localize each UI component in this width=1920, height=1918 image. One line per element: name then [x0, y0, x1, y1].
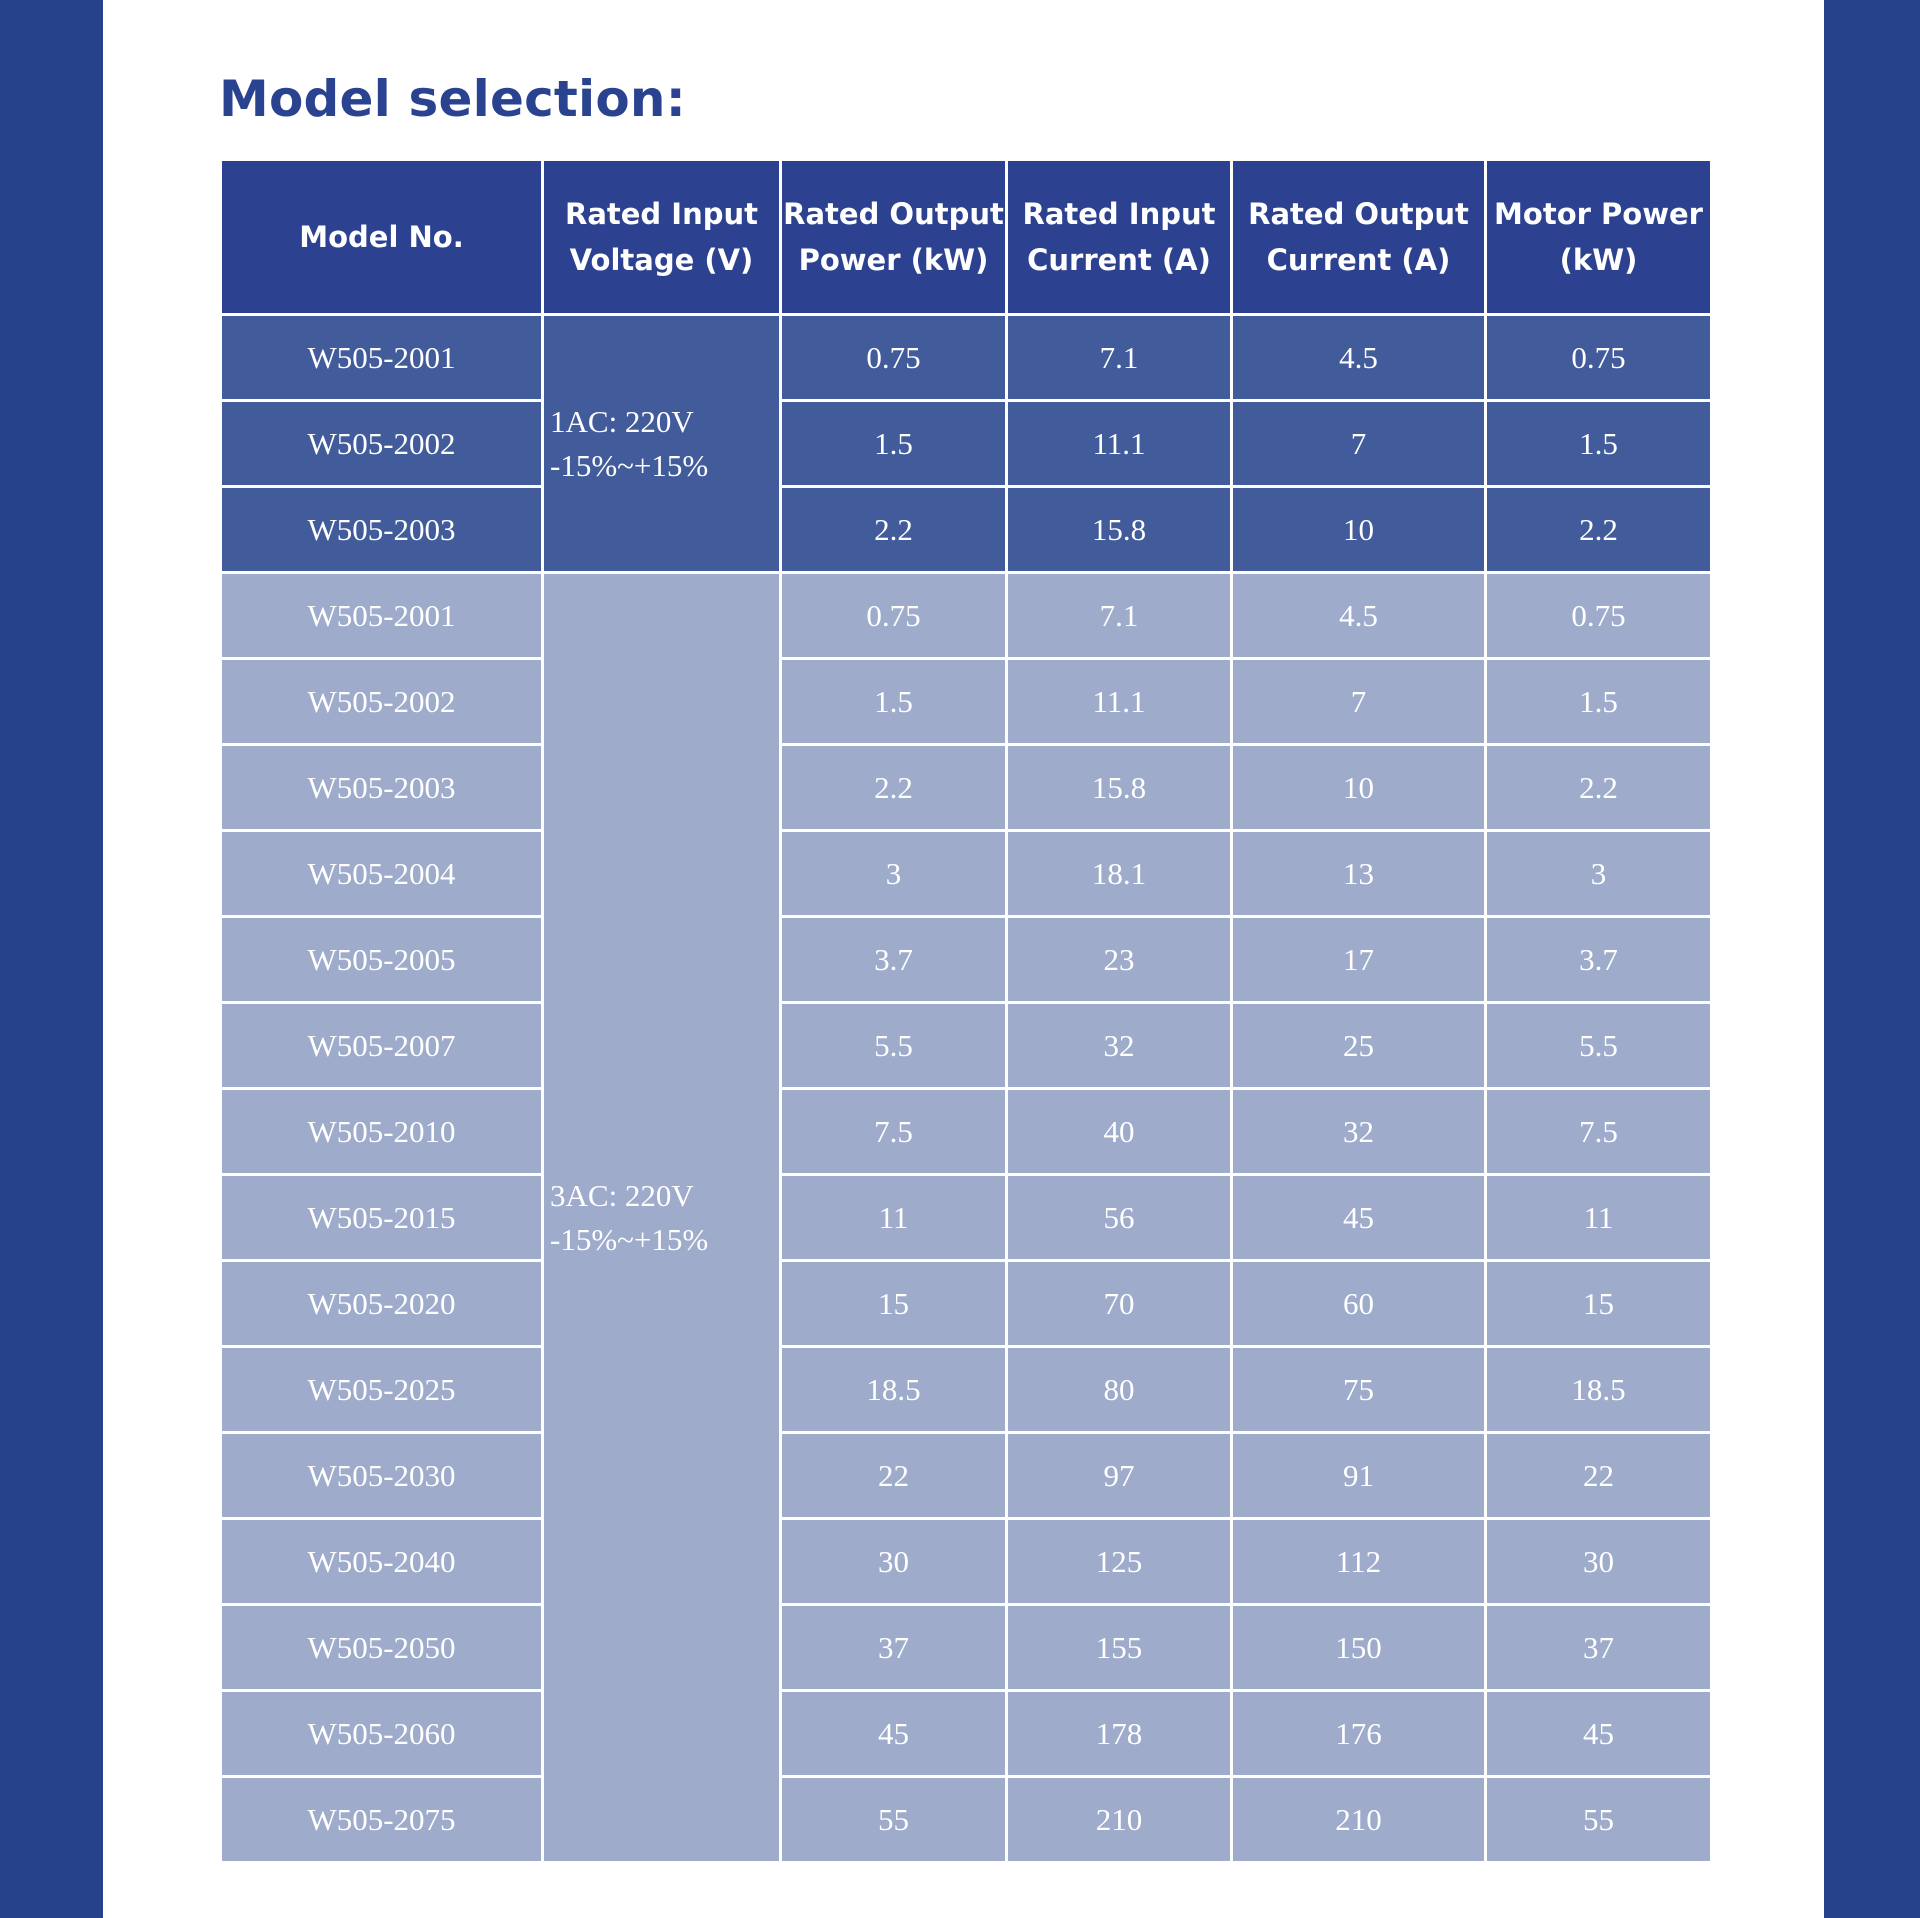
header-label: Model No.	[299, 220, 464, 254]
cell-output-power: 1.5	[781, 659, 1007, 745]
cell-motor-power: 15	[1486, 1261, 1712, 1347]
table-row	[221, 1519, 1712, 1605]
header-label: Rated Output	[1248, 197, 1469, 231]
cell-output-power: 55	[781, 1777, 1007, 1863]
voltage-line: 1AC: 220V	[550, 403, 694, 439]
table-row	[221, 1261, 1712, 1347]
cell-input-current: 125	[1007, 1519, 1232, 1605]
cell-model-no: W505-2003	[221, 487, 543, 573]
cell-motor-power: 0.75	[1486, 573, 1712, 659]
cell-input-current: 70	[1007, 1261, 1232, 1347]
header-rated-output-current	[1232, 160, 1486, 315]
cell-model-no: W505-2007	[221, 1003, 543, 1089]
cell-model-no: W505-2010	[221, 1089, 543, 1175]
cell-input-current: 23	[1007, 917, 1232, 1003]
table-row	[221, 1433, 1712, 1519]
cell-output-current: 176	[1232, 1691, 1486, 1777]
table-row	[221, 1691, 1712, 1777]
header-rated-input-voltage	[543, 160, 781, 315]
cell-motor-power: 22	[1486, 1433, 1712, 1519]
table-row	[221, 745, 1712, 831]
cell-model-no: W505-2003	[221, 745, 543, 831]
cell-input-current: 32	[1007, 1003, 1232, 1089]
cell-input-current: 11.1	[1007, 401, 1232, 487]
cell-output-current: 7	[1232, 401, 1486, 487]
cell-model-no: W505-2015	[221, 1175, 543, 1261]
header-label: Motor Power	[1494, 197, 1703, 231]
cell-output-power: 7.5	[781, 1089, 1007, 1175]
cell-motor-power: 1.5	[1486, 401, 1712, 487]
table-row	[221, 401, 1712, 487]
cell-input-current: 155	[1007, 1605, 1232, 1691]
cell-input-current: 56	[1007, 1175, 1232, 1261]
table-row	[221, 1003, 1712, 1089]
table-row	[221, 315, 1712, 401]
cell-motor-power: 55	[1486, 1777, 1712, 1863]
cell-motor-power: 18.5	[1486, 1347, 1712, 1433]
voltage-line: -15%~+15%	[550, 1221, 709, 1257]
cell-motor-power: 45	[1486, 1691, 1712, 1777]
table-row	[221, 1175, 1712, 1261]
cell-output-power: 5.5	[781, 1003, 1007, 1089]
table-row	[221, 1347, 1712, 1433]
cell-motor-power: 5.5	[1486, 1003, 1712, 1089]
table-header-row	[221, 160, 1712, 315]
cell-input-voltage	[543, 573, 781, 1863]
cell-input-current: 80	[1007, 1347, 1232, 1433]
header-motor-power	[1486, 160, 1712, 315]
cell-output-power: 15	[781, 1261, 1007, 1347]
cell-output-power: 0.75	[781, 573, 1007, 659]
header-model-no	[221, 160, 543, 315]
cell-output-current: 10	[1232, 745, 1486, 831]
cell-output-current: 4.5	[1232, 573, 1486, 659]
cell-input-current: 15.8	[1007, 487, 1232, 573]
header-label: Rated Input	[1022, 197, 1216, 231]
cell-output-current: 150	[1232, 1605, 1486, 1691]
cell-motor-power: 37	[1486, 1605, 1712, 1691]
cell-output-current: 25	[1232, 1003, 1486, 1089]
cell-output-power: 11	[781, 1175, 1007, 1261]
cell-model-no: W505-2002	[221, 659, 543, 745]
cell-model-no: W505-2001	[221, 573, 543, 659]
cell-output-current: 210	[1232, 1777, 1486, 1863]
cell-output-power: 0.75	[781, 315, 1007, 401]
cell-output-current: 10	[1232, 487, 1486, 573]
cell-output-power: 30	[781, 1519, 1007, 1605]
table-row	[221, 1605, 1712, 1691]
table-row	[221, 573, 1712, 659]
cell-motor-power: 30	[1486, 1519, 1712, 1605]
cell-output-power: 18.5	[781, 1347, 1007, 1433]
header-label: Voltage (V)	[569, 243, 754, 277]
table-row	[221, 1777, 1712, 1863]
cell-output-power: 2.2	[781, 487, 1007, 573]
cell-model-no: W505-2001	[221, 315, 543, 401]
cell-output-power: 22	[781, 1433, 1007, 1519]
cell-output-current: 45	[1232, 1175, 1486, 1261]
table-row	[221, 831, 1712, 917]
cell-output-power: 2.2	[781, 745, 1007, 831]
cell-output-current: 60	[1232, 1261, 1486, 1347]
cell-output-current: 32	[1232, 1089, 1486, 1175]
cell-model-no: W505-2060	[221, 1691, 543, 1777]
document-page	[103, 0, 1824, 1918]
cell-output-power: 1.5	[781, 401, 1007, 487]
cell-motor-power: 3.7	[1486, 917, 1712, 1003]
cell-output-current: 75	[1232, 1347, 1486, 1433]
table-group-three-phase	[221, 573, 1712, 1863]
cell-model-no: W505-2040	[221, 1519, 543, 1605]
cell-motor-power: 7.5	[1486, 1089, 1712, 1175]
cell-output-current: 91	[1232, 1433, 1486, 1519]
cell-model-no: W505-2075	[221, 1777, 543, 1863]
cell-output-power: 37	[781, 1605, 1007, 1691]
cell-model-no: W505-2002	[221, 401, 543, 487]
cell-model-no: W505-2030	[221, 1433, 543, 1519]
cell-output-current: 4.5	[1232, 315, 1486, 401]
header-label: Current (A)	[1027, 243, 1211, 277]
cell-output-current: 7	[1232, 659, 1486, 745]
voltage-line: -15%~+15%	[550, 447, 709, 483]
header-label: Rated Input	[565, 197, 758, 231]
cell-output-power: 3.7	[781, 917, 1007, 1003]
cell-output-power: 45	[781, 1691, 1007, 1777]
table-row	[221, 1089, 1712, 1175]
cell-input-current: 40	[1007, 1089, 1232, 1175]
cell-motor-power: 0.75	[1486, 315, 1712, 401]
header-label: Rated Output	[783, 197, 1004, 231]
header-label: Power (kW)	[798, 243, 989, 277]
cell-input-current: 11.1	[1007, 659, 1232, 745]
cell-model-no: W505-2004	[221, 831, 543, 917]
voltage-line: 3AC: 220V	[550, 1177, 694, 1213]
cell-output-power: 3	[781, 831, 1007, 917]
cell-motor-power: 1.5	[1486, 659, 1712, 745]
header-label: Current (A)	[1266, 243, 1451, 277]
cell-input-current: 15.8	[1007, 745, 1232, 831]
cell-input-current: 97	[1007, 1433, 1232, 1519]
table-row	[221, 659, 1712, 745]
cell-input-current: 210	[1007, 1777, 1232, 1863]
cell-output-current: 112	[1232, 1519, 1486, 1605]
cell-input-current: 18.1	[1007, 831, 1232, 917]
cell-model-no: W505-2020	[221, 1261, 543, 1347]
table-row	[221, 917, 1712, 1003]
cell-input-current: 7.1	[1007, 573, 1232, 659]
header-label: (kW)	[1559, 243, 1638, 277]
cell-input-current: 7.1	[1007, 315, 1232, 401]
header-rated-input-current	[1007, 160, 1232, 315]
cell-model-no: W505-2025	[221, 1347, 543, 1433]
cell-output-current: 13	[1232, 831, 1486, 917]
cell-motor-power: 3	[1486, 831, 1712, 917]
cell-input-voltage	[543, 315, 781, 573]
cell-motor-power: 11	[1486, 1175, 1712, 1261]
cell-input-current: 178	[1007, 1691, 1232, 1777]
page-title: Model selection:	[219, 70, 686, 128]
cell-model-no: W505-2050	[221, 1605, 543, 1691]
table-group-single-phase	[221, 315, 1712, 573]
cell-model-no: W505-2005	[221, 917, 543, 1003]
cell-motor-power: 2.2	[1486, 487, 1712, 573]
cell-output-current: 17	[1232, 917, 1486, 1003]
cell-motor-power: 2.2	[1486, 745, 1712, 831]
table-row	[221, 487, 1712, 573]
model-selection-table	[219, 158, 1713, 1864]
header-rated-output-power	[781, 160, 1007, 315]
